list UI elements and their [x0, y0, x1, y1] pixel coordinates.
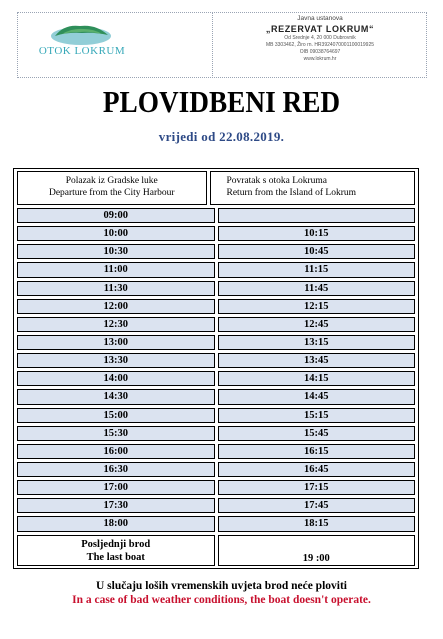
return-time: 14:15 [218, 371, 416, 386]
departure-time: 16:30 [17, 462, 215, 477]
departure-time: 15:00 [17, 408, 215, 423]
departure-time: 10:00 [17, 226, 215, 241]
last-boat-en: The last boat [86, 551, 145, 563]
return-time [218, 208, 416, 223]
return-time: 17:45 [218, 498, 416, 513]
return-time: 16:45 [218, 462, 416, 477]
departure-time: 16:00 [17, 444, 215, 459]
last-boat-return-time: 19 :00 [218, 535, 416, 566]
return-time: 17:15 [218, 480, 416, 495]
return-header-en: Return from the Island of Lokrum [226, 188, 357, 198]
departure-time: 18:00 [17, 516, 215, 531]
org-name: „REZERVAT LOKRUM“ [265, 24, 375, 34]
departure-column-header [17, 171, 207, 205]
table-row [17, 262, 415, 277]
last-boat-row [17, 535, 415, 566]
departure-time: 14:00 [17, 371, 215, 386]
return-time: 12:15 [218, 299, 416, 314]
departure-time: 13:00 [17, 335, 215, 350]
return-time: 14:45 [218, 389, 416, 404]
return-time: 10:45 [218, 244, 416, 259]
weather-warning [0, 579, 443, 607]
return-time: 13:45 [218, 353, 416, 368]
table-row [17, 208, 415, 223]
return-time: 16:15 [218, 444, 416, 459]
departure-time: 13:30 [17, 353, 215, 368]
page-title: PLOVIDBENI RED [102, 84, 341, 119]
return-column-header [210, 171, 416, 205]
departure-time: 17:00 [17, 480, 215, 495]
org-type: Javna ustanova [297, 15, 343, 22]
table-row [17, 371, 415, 386]
table-row [17, 408, 415, 423]
departure-time: 14:30 [17, 389, 215, 404]
return-header-hr: Povratak s otoka Lokruma [226, 176, 328, 186]
table-row [17, 389, 415, 404]
departure-time: 12:30 [17, 317, 215, 332]
departure-time: 11:30 [17, 281, 215, 296]
departure-time: 10:30 [17, 244, 215, 259]
schedule-table [13, 168, 419, 569]
table-row [17, 226, 415, 241]
departure-time: 09:00 [17, 208, 215, 223]
departure-time: 15:30 [17, 426, 215, 441]
departure-time: 17:30 [17, 498, 215, 513]
table-row [17, 480, 415, 495]
return-time: 15:45 [218, 426, 416, 441]
departure-header-en: Departure from the City Harbour [48, 188, 175, 198]
organization-info [214, 14, 426, 63]
table-row [17, 516, 415, 531]
warning-hr: U slučaju loših vremenskih uvjeta brod neće ploviti [96, 580, 347, 592]
table-row [17, 426, 415, 441]
table-row [17, 353, 415, 368]
schedule-rows [17, 208, 415, 532]
table-row [17, 444, 415, 459]
return-time: 15:15 [218, 408, 416, 423]
return-time: 11:15 [218, 262, 416, 277]
table-row [17, 335, 415, 350]
table-row [17, 299, 415, 314]
departure-time: 11:00 [17, 262, 215, 277]
warning-en: In a case of bad weather conditions, the boat doesn't operate. [72, 594, 371, 606]
departure-time: 12:00 [17, 299, 215, 314]
org-oib: OIB 09038764697 [299, 49, 341, 55]
last-boat-hr: Posljednji brod [81, 538, 151, 550]
return-time: 12:45 [218, 317, 416, 332]
validity-date: vrijedi od 22.08.2019. [158, 129, 285, 144]
table-row [17, 244, 415, 259]
org-address: Od Srednje 4, 20 000 Dubrovnik [284, 35, 356, 41]
return-time: 13:15 [218, 335, 416, 350]
logo-text: OTOK LOKRUM [38, 45, 126, 57]
table-row [17, 281, 415, 296]
last-boat-label [17, 535, 215, 566]
table-row [17, 317, 415, 332]
org-ids: MB 3303462, Žiro rn. HR3924070001100019925 [265, 42, 375, 48]
table-row [17, 462, 415, 477]
schedule-header-row [17, 171, 415, 205]
org-web: www.lokrum.hr [303, 56, 337, 62]
return-time: 18:15 [218, 516, 416, 531]
departure-header-hr: Polazak iz Gradske luke [65, 176, 158, 186]
table-row [17, 498, 415, 513]
return-time: 11:45 [218, 281, 416, 296]
return-time: 10:15 [218, 226, 416, 241]
